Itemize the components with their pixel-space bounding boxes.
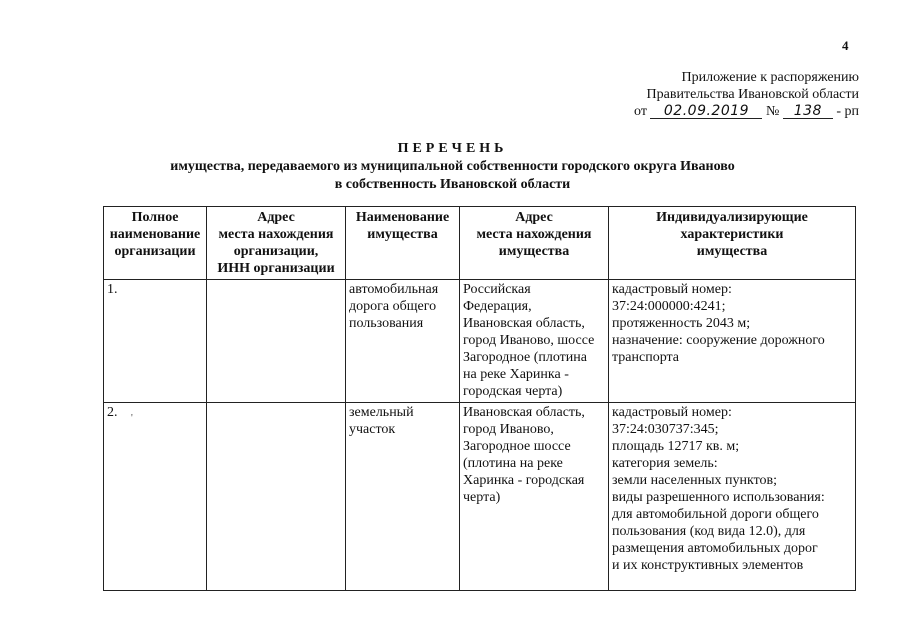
header-line: имущества: [696, 244, 768, 259]
property-table: [103, 206, 856, 591]
table-row: [104, 403, 856, 591]
header-line: ИНН организации: [217, 261, 335, 276]
cell-line: город Иваново,: [463, 422, 554, 437]
cell-line: Ивановская область,: [463, 316, 585, 331]
header-property-address: [460, 207, 609, 280]
cell-org-address: [207, 403, 346, 591]
cell-line: участок: [349, 422, 396, 437]
header-line: характеристики: [680, 227, 784, 242]
header-line: имущества: [498, 244, 570, 259]
cell-property-address: [460, 403, 609, 591]
cell-line: Российская: [463, 282, 531, 297]
document-subtitle-line-2: в собственность Ивановской области: [334, 177, 571, 192]
cell-org-address: [207, 280, 346, 403]
cell-line: черта): [463, 490, 501, 505]
cell-line: Харинка - городская: [463, 473, 585, 488]
cell-line: кадастровый номер:: [612, 405, 732, 420]
scan-mark: ': [131, 413, 133, 424]
appendix-line-3: [634, 103, 859, 120]
cell-property-name: [346, 280, 460, 403]
cell-line: автомобильная: [349, 282, 439, 297]
cell-line: Загородное (плотина: [463, 350, 587, 365]
cell-property-name: [346, 403, 460, 591]
order-suffix: - рп: [836, 104, 859, 119]
header-line: организации,: [233, 244, 319, 259]
document-subtitle-line-1: имущества, передаваемого из муниципальной собственности городского округа Иваново: [170, 159, 735, 174]
table-row: [104, 280, 856, 403]
cell-line: земли населенных пунктов;: [612, 473, 778, 488]
header-characteristics: [609, 207, 856, 280]
cell-number: 2.: [104, 403, 207, 591]
cell-property-address: [460, 280, 609, 403]
header-line: Адрес: [257, 210, 295, 225]
header-line: Адрес: [515, 210, 553, 225]
header-line: наименование: [109, 227, 201, 242]
document-title: ПЕРЕЧЕНЬ: [397, 141, 508, 156]
cell-line: Загородное шоссе: [463, 439, 571, 454]
cell-line: назначение: сооружение дорожного: [612, 333, 825, 348]
cell-line: размещения автомобильных дорог: [612, 541, 818, 556]
cell-line: транспорта: [612, 350, 680, 365]
order-date: 02.09.2019: [650, 104, 762, 119]
cell-line: земельный: [349, 405, 414, 420]
cell-line: городская черта): [463, 384, 563, 399]
number-label: №: [765, 104, 780, 119]
order-number: 138: [783, 104, 833, 119]
cell-line: Ивановская область,: [463, 405, 585, 420]
table-header-row: [104, 207, 856, 280]
title-block: [0, 140, 905, 194]
cell-characteristics: [609, 280, 856, 403]
header-line: места нахождения: [476, 227, 592, 242]
cell-line: пользования: [349, 316, 424, 331]
cell-line: 37:24:000000:4241;: [612, 299, 726, 314]
cell-characteristics: [609, 403, 856, 591]
page-number: 4: [842, 38, 849, 53]
header-line: организации: [114, 244, 196, 259]
cell-line: дорога общего: [349, 299, 437, 314]
cell-line: и их конструктивных элементов: [612, 558, 804, 573]
cell-line: протяженность 2043 м;: [612, 316, 751, 331]
header-line: Наименование: [355, 210, 450, 225]
header-line: Полное: [131, 210, 179, 225]
header-org-address: [207, 207, 346, 280]
cell-number: 1.: [104, 280, 207, 403]
appendix-line-2: Правительства Ивановской области: [646, 87, 859, 102]
cell-line: для автомобильной дороги общего: [612, 507, 819, 522]
appendix-line-1: Приложение к распоряжению: [681, 70, 859, 85]
header-org-name: [104, 207, 207, 280]
cell-line: 37:24:030737:345;: [612, 422, 719, 437]
cell-line: категория земель:: [612, 456, 718, 471]
from-label: от: [634, 104, 647, 119]
cell-line: кадастровый номер:: [612, 282, 732, 297]
appendix-block: [634, 69, 859, 120]
table-body: [104, 280, 856, 591]
cell-line: виды разрешенного использования:: [612, 490, 825, 505]
header-line: Индивидуализирующие: [656, 210, 808, 225]
header-line: места нахождения: [218, 227, 334, 242]
cell-line: на реке Харинка -: [463, 367, 569, 382]
header-line: имущества: [367, 227, 438, 242]
cell-line: город Иваново, шоссе: [463, 333, 595, 348]
cell-line: пользования (код вида 12.0), для: [612, 524, 806, 539]
cell-line: Федерация,: [463, 299, 532, 314]
cell-line: (плотина на реке: [463, 456, 563, 471]
cell-line: площадь 12717 кв. м;: [612, 439, 740, 454]
header-property-name: [346, 207, 460, 280]
